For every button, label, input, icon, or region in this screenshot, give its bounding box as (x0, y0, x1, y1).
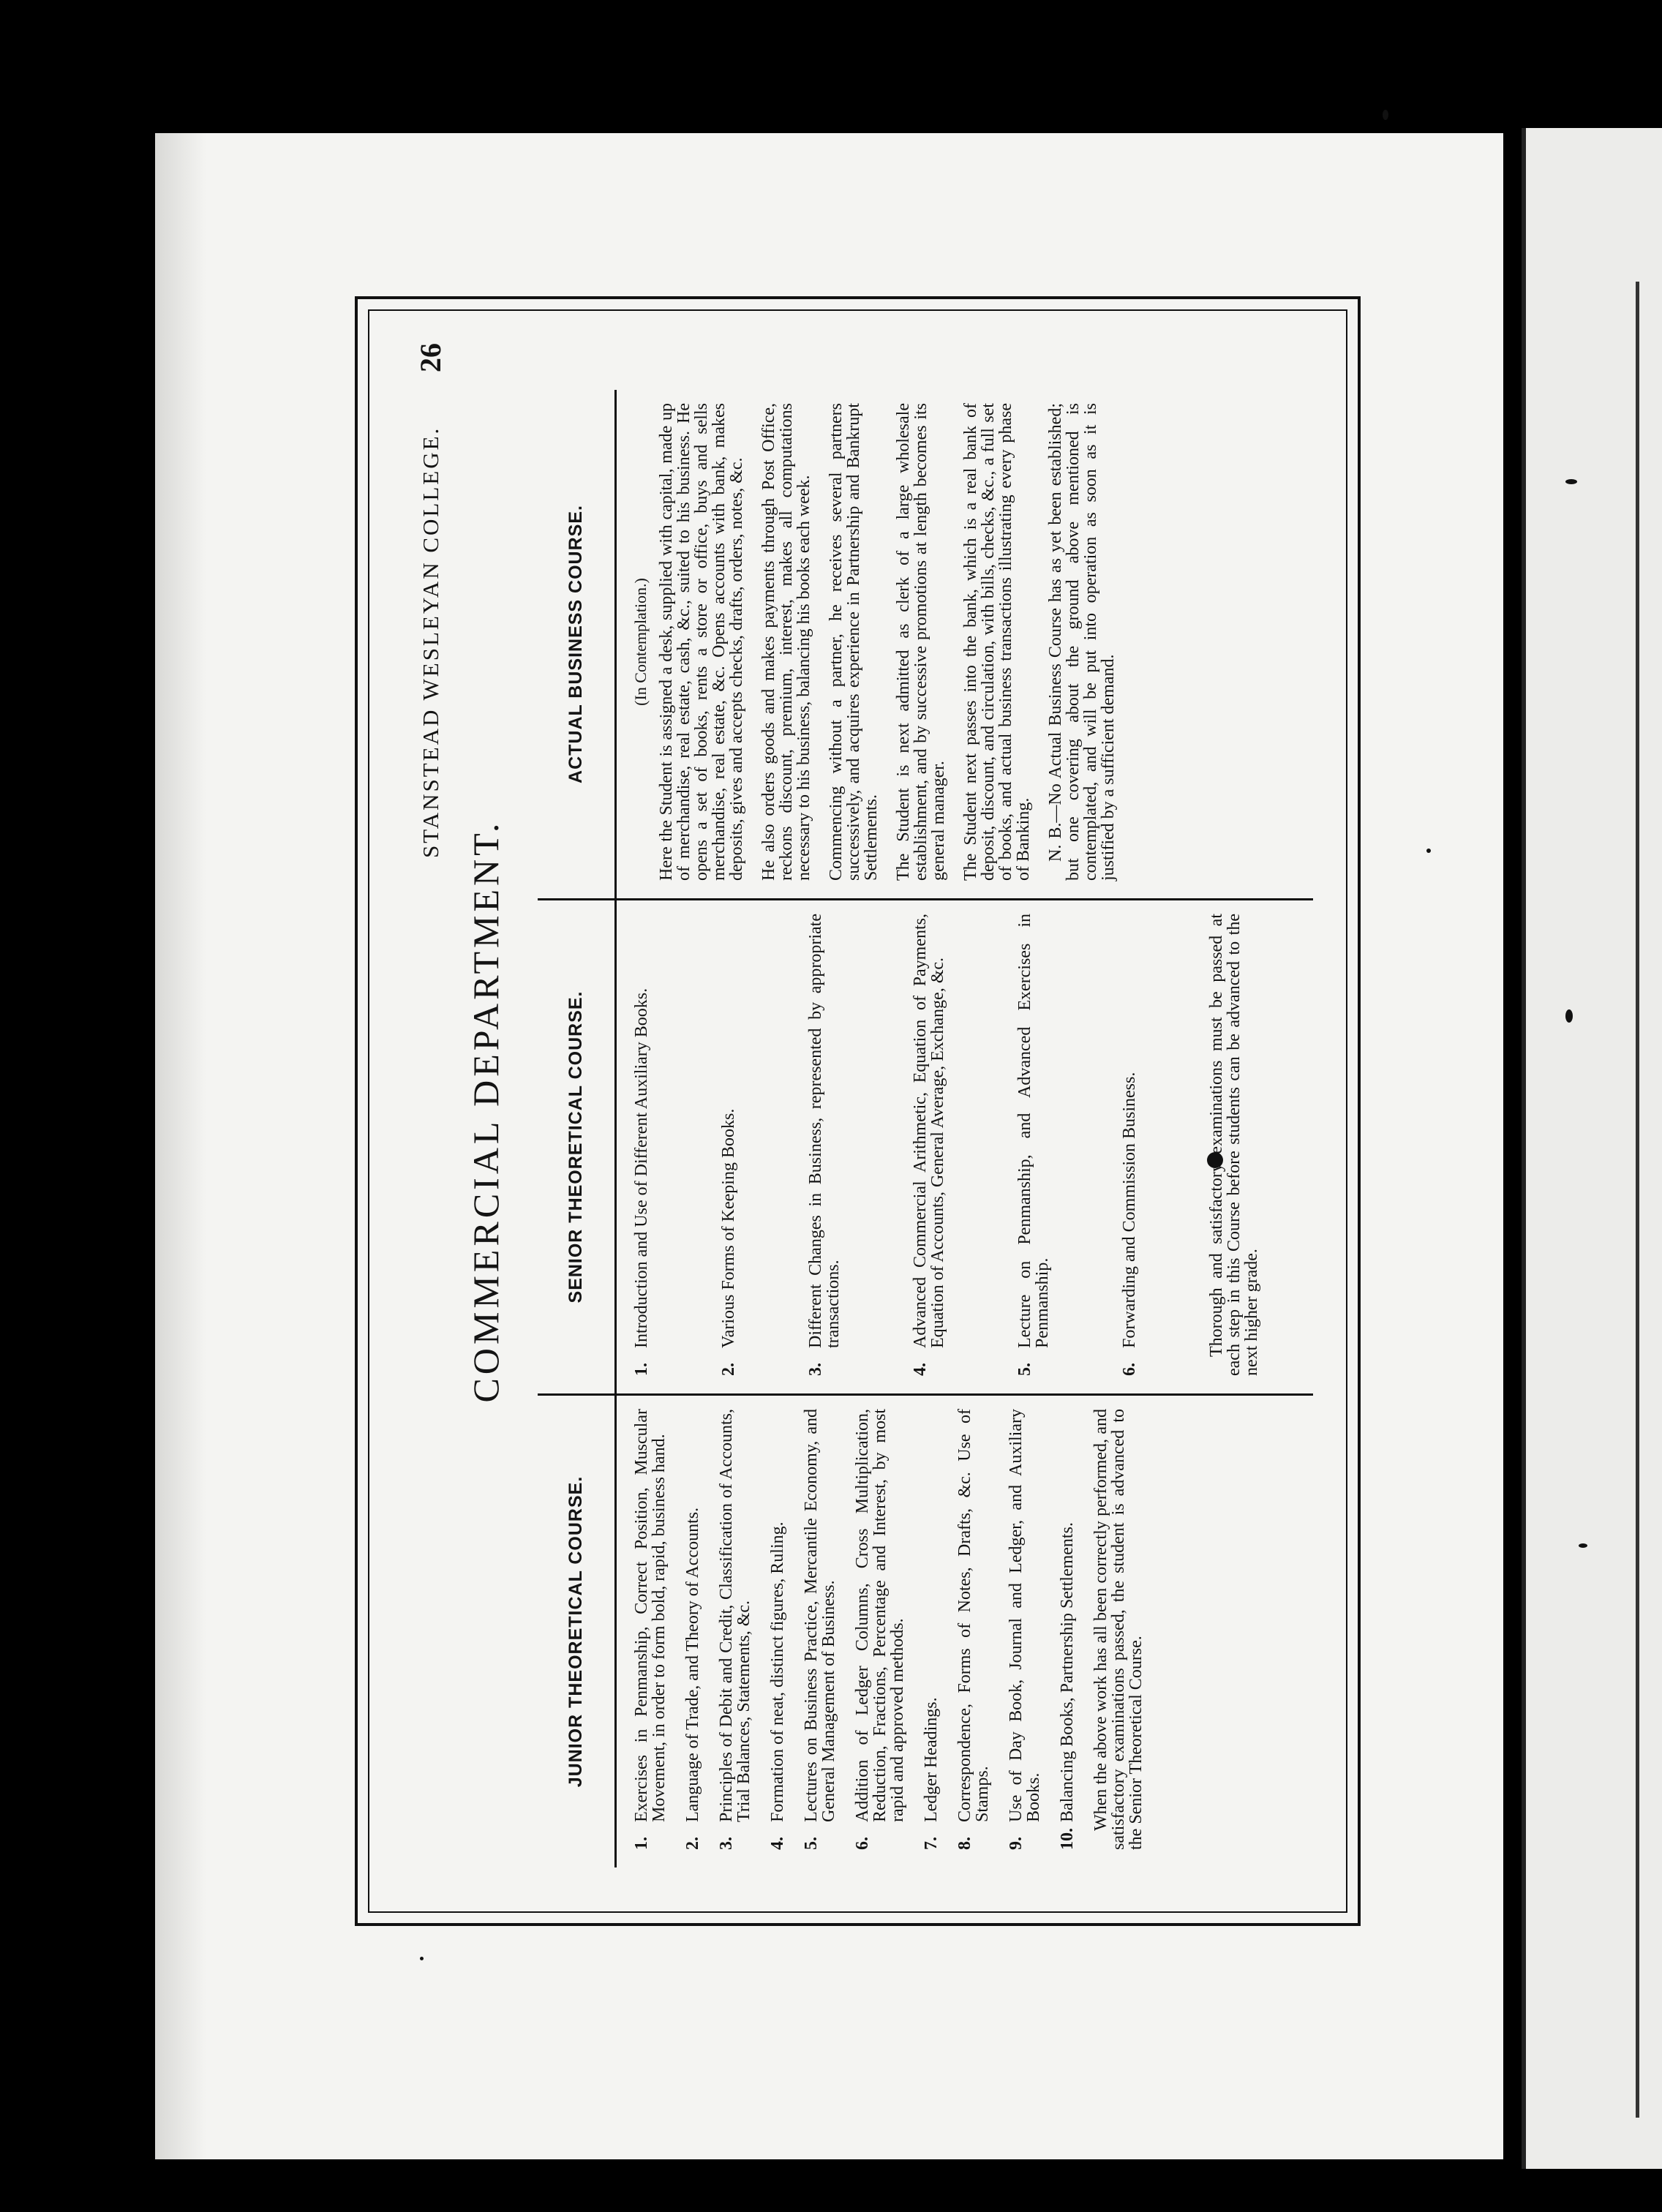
list-item (769, 1409, 786, 1850)
item-text: Advanced Commercial Arithmetic, Equation of Payments, Equation of Accounts, General Average, Exchange, &c. (911, 914, 947, 1348)
list-item (684, 1409, 702, 1850)
senior-course-heading: SENIOR THEORETICAL COURSE. (538, 900, 617, 1393)
list-item (922, 1409, 940, 1850)
actual-course-paragraph: Here the Student is assigned a desk, supplied with capital, made up of merchandise, real estate, cash, &c., suited to his business. He opens a set of books, rents a store or office, buys and sells merchandise, real estate, &c. Opens accounts with bank, makes deposits, gives and accepts checks, drafts, orders, notes, &c. (657, 403, 746, 881)
list-item (802, 1409, 838, 1850)
list-item (1016, 914, 1051, 1376)
item-number: 3. (717, 1837, 736, 1850)
item-number: 6. (853, 1837, 872, 1850)
rotated-content (355, 296, 1361, 1926)
actual-course-body (617, 390, 1117, 898)
list-item (807, 914, 842, 1376)
actual-course-paragraph: The Student is next admitted as clerk of a large wholesale establishment, and by successive promotions at length becomes its general manager. (894, 403, 948, 881)
list-item (718, 1409, 753, 1850)
senior-course-column (538, 900, 1313, 1396)
list-item (911, 914, 947, 1376)
junior-course-note: When the above work has all been correctly performed, and satisfactory examinations passed, the student is advanced to the Senior Theoretical Course. (1091, 1409, 1146, 1850)
item-text: Language of Trade, and Theory of Accounts. (683, 1507, 702, 1822)
item-text: Balancing Books, Partnership Settlements. (1058, 1522, 1077, 1822)
junior-course-column (538, 1396, 1313, 1867)
rotated-table-region (355, 296, 1361, 1926)
item-text: Use of Day Book, Journal and Ledger, and Auxiliary Books. (1007, 1409, 1043, 1822)
scan-speck (1565, 479, 1577, 484)
item-text: Lectures on Business Practice, Mercantile Economy, and General Management of Business. (802, 1409, 838, 1822)
adjacent-page-edge (1522, 128, 1662, 2169)
junior-course-heading: JUNIOR THEORETICAL COURSE. (538, 1396, 617, 1867)
scan-speck (1565, 1009, 1573, 1023)
item-text: Principles of Debit and Credit, Classification of Accounts, Trial Balances, Statements, &c. (717, 1409, 753, 1822)
item-text: Lecture on Penmanship, and Advanced Exercises in Penmanship. (1015, 914, 1052, 1348)
item-text: Introduction and Use of Different Auxiliary Books. (632, 988, 651, 1348)
actual-course-heading: ACTUAL BUSINESS COURSE. (538, 390, 617, 898)
item-number: 5. (1015, 1363, 1034, 1376)
item-number: 1. (632, 1837, 651, 1850)
actual-course-paragraph: Commencing without a partner, he receives several partners successively, and acquires experience in Partnership and Bankrupt Settlements. (827, 403, 881, 881)
running-head: STANSTEAD WESLEYAN COLLEGE. (418, 426, 443, 858)
scan-speck (420, 1957, 424, 1960)
item-text: Formation of neat, distinct figures, Ruling. (768, 1521, 787, 1822)
junior-course-body (617, 1396, 1145, 1867)
item-number: 2. (683, 1837, 702, 1850)
actual-course-paragraph: The Student next passes into the bank, which is a real bank of deposit, discount, and circulation, with bills, checks, &c., a full set of books, and actual business transactions illustrating every phase of Banking. (961, 403, 1033, 881)
item-number: 6. (1120, 1363, 1139, 1376)
adjacent-page-rule (1636, 282, 1639, 2118)
item-number: 4. (911, 1363, 930, 1376)
item-text: Addition of Ledger Columns, Cross Multiplication, Reduction, Fractions, Percentage and Interest, by most rapid and approved methods. (853, 1409, 907, 1822)
list-item (854, 1409, 906, 1850)
item-number: 1. (632, 1363, 651, 1376)
senior-course-note: Thorough and satisfactory examinations must be passed at each step in this Course before students can be advanced to the next higher grade. (1207, 914, 1261, 1376)
item-text: Various Forms of Keeping Books. (719, 1108, 738, 1348)
item-text: Exercises in Penmanship, Correct Position, Muscular Movement, in order to form bold, rapid, business hand. (632, 1409, 669, 1822)
senior-course-body (617, 900, 1260, 1393)
list-item (1059, 1409, 1076, 1850)
item-number: 8. (955, 1837, 974, 1850)
item-text: Ledger Headings. (922, 1697, 941, 1822)
item-text: Forwarding and Commission Business. (1120, 1072, 1139, 1348)
actual-course-column (538, 390, 1313, 900)
list-item (633, 914, 650, 1376)
actual-course-subheading: (In Contemplation.) (631, 578, 650, 706)
list-item (1121, 914, 1138, 1376)
scan-speck (1383, 110, 1388, 120)
list-item (720, 914, 737, 1376)
item-number: 10. (1058, 1828, 1077, 1850)
page-title: COMMERCIAL DEPARTMENT. (465, 819, 506, 1403)
page-fold-shadow (155, 133, 206, 2159)
scan-speck (1579, 1543, 1587, 1548)
item-text: Correspondence, Forms of Notes, Drafts, &c. Use of Stamps. (955, 1409, 992, 1822)
list-item (1007, 1409, 1042, 1850)
item-number: 2. (719, 1363, 738, 1376)
course-table (538, 390, 1313, 1867)
item-number: 5. (802, 1837, 821, 1850)
list-item (633, 1409, 668, 1850)
item-text: Different Changes in Business, represented by appropriate transactions. (806, 914, 843, 1348)
list-item (956, 1409, 991, 1850)
item-number: 9. (1007, 1837, 1026, 1850)
actual-course-note: N. B.—No Actual Business Course has as yet been established; but one covering about the ground above mentioned is contemplated, and will be put into operation as soon as it is justified by a sufficient demand. (1046, 403, 1118, 881)
item-number: 4. (768, 1837, 787, 1850)
scan-speck (1426, 849, 1431, 853)
item-number: 7. (922, 1837, 941, 1850)
page-number: 26 (414, 343, 447, 372)
item-number: 3. (806, 1363, 825, 1376)
actual-course-paragraph: He also orders goods and makes payments through Post Office, reckons discount, premium, interest, makes all computations necessary to his business, balancing his books each week. (759, 403, 813, 881)
